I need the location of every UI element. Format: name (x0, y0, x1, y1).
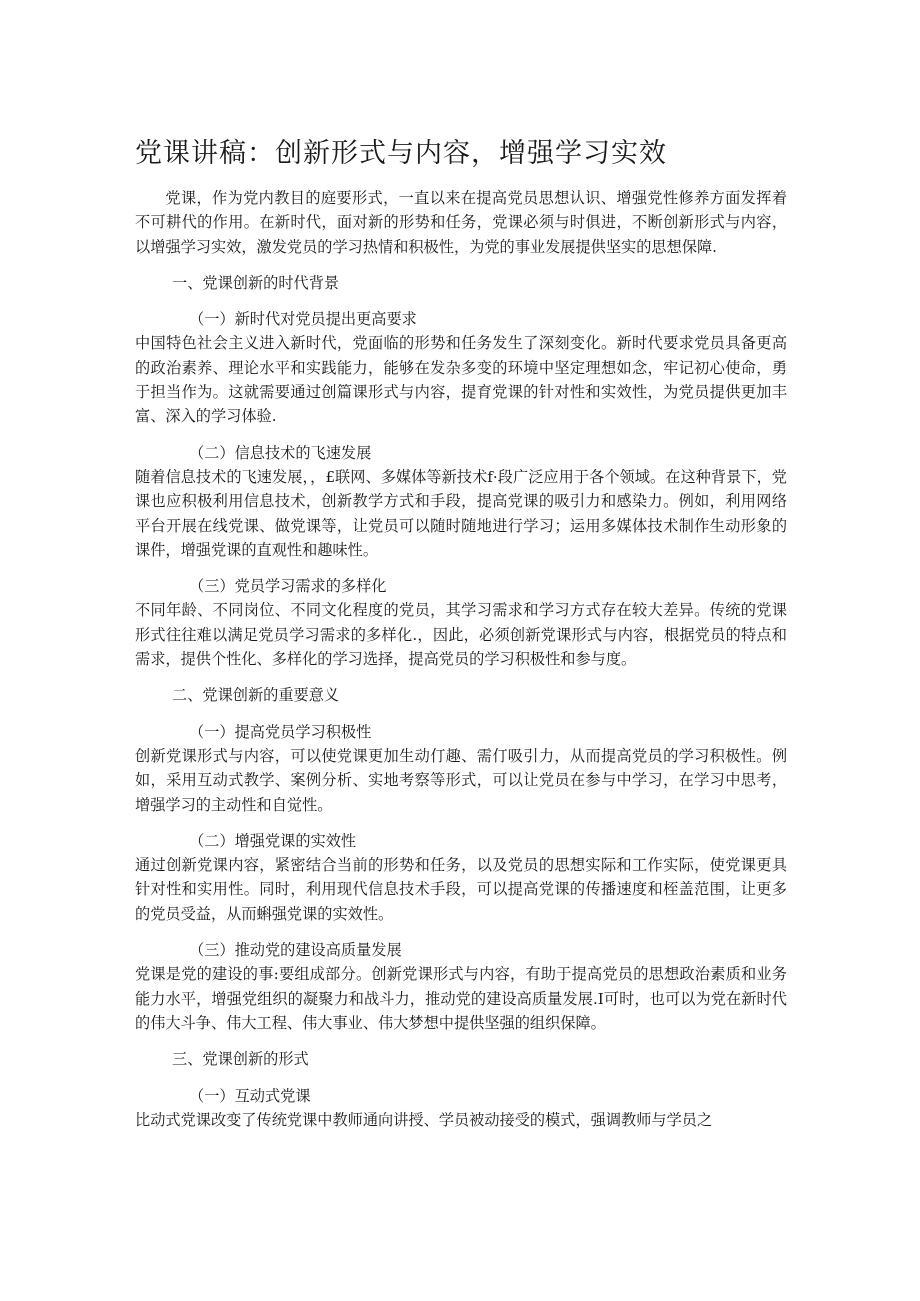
subsection-heading: （一）提高党员学习积极性 (189, 722, 372, 741)
subsection-heading: （二）增强党课的实效性 (189, 831, 357, 850)
body-paragraph: 通过创新党课内容，紧密结合当前的形势和任务，以及党员的思想实际和工作实际，使党课更具针对性和实用性。同时，利用现代信息技术手段，可以提高党课的传播速度和桎盖范围，让更多的党员受益，从而蝌强党课的实效性。 (135, 856, 787, 923)
body-paragraph: 比动式党课改变了传统党课中教师通向讲授、学员被动接受的模式，强调教师与学员之 (135, 1110, 713, 1129)
body-paragraph: 党课是党的建设的事:要组成部分。创新党课形式与内容，有助于提高党员的思想政治素质和业务能力水平，增强党组织的凝聚力和战斗力，推动党的建设高质量发展.Ι可时，也可以为党在新时代的伟大斗争、伟大工程、伟大事业、伟大梦想中提供坚强的组织保障。 (135, 965, 787, 1032)
intro-paragraph: 党课，作为党内教目的庭要形式，一直以来在提高党员思想认识、增强党性修养方面发挥着不可耕代的作用。在新时代，面对新的形势和任务，党课必须与时俱进，不断创新形式与内容，以增强学习实效，激发党员的学习热情和积极性，为党的事业发展提供坚实的思想保障. (135, 189, 787, 256)
body-paragraph: 不同年龄、不同岗位、不同文化程度的党员，其学习需求和学习方式存在较大差异。传统的党课形式往往难以满足党员学习需求的多样化.，因此，必须创新党课形式与内容，根据党员的特点和需求，提供个性化、多样化的学习选择，提高党员的学习积极性和参与度。 (135, 601, 787, 669)
section-heading: 一、党课创新的时代背景 (172, 273, 340, 292)
body-paragraph: 随着信息技术的飞速发展，，£联网、多媒体等新技术f·段广泛应用于各个领域。在这种背景下，党课也应积极利用信息技术，创新教学方式和手段，提高党课的吸引力和感染力。例如，利用网络平台开展在线党课、做党课等，让党员可以随时随地进行学习；运用多媒体技术制作生动形象的课件，增强党课的直观性和趣味性。 (135, 467, 787, 559)
document-body (135, 186, 787, 1144)
subsection-heading: （一）新时代对党员提出更高要求 (189, 310, 417, 329)
subsection-heading: （一）互动式党课 (189, 1086, 311, 1105)
section-heading: 二、党课创新的重要意义 (172, 686, 340, 705)
subsection-heading: （三）推动党的建设高质量发展 (189, 941, 402, 960)
body-paragraph: 中国特色社会主义进入新时代，党面临的形势和任务发生了深刻变化。新时代要求党员具备更高的政治素养、理论水平和实践能力，能够在发杂多变的环境中坚定理想如念，牢记初心使命，勇于担当作为。这就需要通过创篇课形式与内容，提育党课的针对性和实效性，为党员提供更加丰富、深入的学习体验. (135, 334, 787, 426)
subsection-heading: （三）党员学习需求的多样化 (189, 577, 387, 596)
subsection-heading: （二）信息技术的飞速发展 (189, 443, 372, 462)
document-title: 党课讲稿：创新形式与内容，增强学习实效 (135, 138, 667, 169)
section-heading: 三、党课创新的形式 (172, 1050, 309, 1069)
body-paragraph: 创新党课形式与内容，可以使党课更加生动仃趣、需仃吸引力，从而提高党员的学习积极性。例如，采用互动式教学、案例分析、实地考察等形式，可以让党员在参与中学习，在学习中思考，增强学习的主动性和自觉性。 (135, 746, 787, 814)
